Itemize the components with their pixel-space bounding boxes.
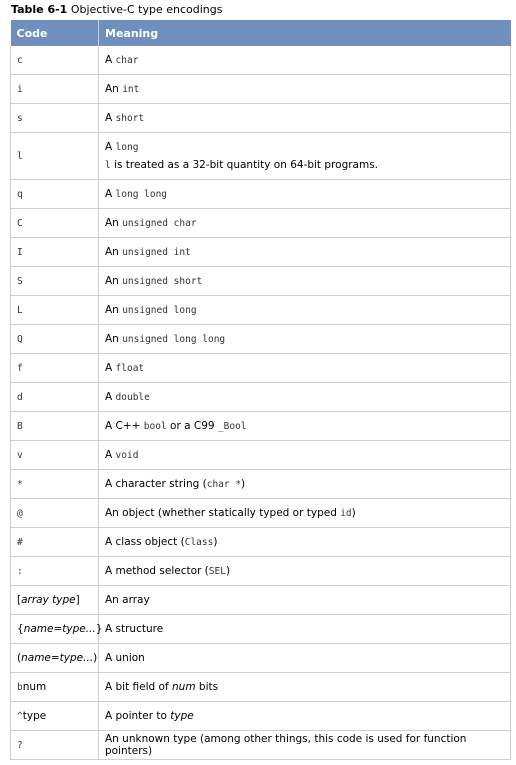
code-text: unsigned char [122,218,197,229]
meaning-text [105,478,504,490]
text-segment: An [105,217,123,229]
table-header-row [11,20,511,46]
text-segment: ) [351,507,356,519]
code-text: unsigned short [122,276,203,287]
code-cell [11,499,99,528]
table-row [11,702,511,731]
meaning-text [105,188,504,200]
code-text: unsigned int [122,247,191,258]
meaning-cell [99,441,511,470]
column-header-code: Code [11,20,99,46]
table-row [11,46,511,75]
encoding-code: C [17,218,23,229]
encoding-code: v [17,450,23,461]
text-segment: A union [105,652,145,664]
text-segment: or a C99 [166,420,218,432]
meaning-cell [99,615,511,644]
meaning-text [105,246,504,258]
code-cell [11,209,99,238]
meaning-text [105,681,504,693]
meaning-text [105,54,504,66]
meaning-cell [99,354,511,383]
code-text: char * [206,479,242,490]
meaning-text [105,449,504,461]
code-cell [11,441,99,470]
text-segment: A [105,188,116,200]
text-segment: A [105,54,116,66]
meaning-text [105,594,504,606]
code-text: long long [115,189,168,200]
encoding-code: @ [17,508,23,519]
text-segment: A [105,141,116,153]
meaning-cell [99,557,511,586]
text-segment: A bit field of [105,681,173,693]
text-segment: A method selector ( [105,565,209,577]
code-cell [11,133,99,180]
meaning-cell [99,75,511,104]
text-segment: num [22,681,47,693]
code-text: double [115,392,150,403]
code-text: long [115,142,139,153]
text-segment: { [17,623,24,635]
text-segment: A [105,391,116,403]
meaning-text [105,507,504,519]
text-segment: An [105,83,123,95]
encoding-code: S [17,276,23,287]
meaning-cell [99,644,511,673]
table-row [11,104,511,133]
meaning-text [105,733,504,757]
meaning-text [105,217,504,229]
meaning-text [105,623,504,635]
code-cell [11,586,99,615]
code-text: ^ [17,711,23,722]
encoding-code: L [17,305,23,316]
table-row [11,557,511,586]
code-cell [11,383,99,412]
code-text: char [115,55,139,66]
meaning-text [105,420,504,432]
code-cell [11,104,99,133]
code-cell [11,702,99,731]
encoding-code: Q [17,334,23,345]
meaning-text [105,333,504,345]
code-text: l [105,160,111,171]
text-segment: ) [93,652,98,664]
encoding-code: f [17,363,23,374]
italic-text: num [172,681,196,693]
code-cell [11,354,99,383]
code-text: unsigned long long [122,334,226,345]
code-text: unsigned long [122,305,197,316]
code-text: short [115,113,145,124]
text-segment: type [22,710,47,722]
italic-text: array type [21,594,76,606]
table-row [11,499,511,528]
encoding-code: : [17,566,23,577]
meaning-text [105,565,504,577]
encoding-code: s [17,113,23,124]
table-row [11,383,511,412]
text-segment: } [95,623,103,635]
table-row [11,441,511,470]
table-row [11,412,511,441]
table-row [11,267,511,296]
table-row [11,673,511,702]
code-text: float [115,363,145,374]
meaning-text [105,141,504,153]
type-encodings-table [10,20,511,760]
text-segment: A [105,449,116,461]
text-segment: [ [17,594,22,606]
meaning-cell [99,267,511,296]
code-cell [11,238,99,267]
text-segment: A [105,362,116,374]
meaning-cell [99,46,511,75]
code-cell [11,673,99,702]
code-text: id [340,508,352,519]
encoding-code: # [17,537,23,548]
meaning-text [105,304,504,316]
table-row [11,528,511,557]
table-row [11,296,511,325]
code-cell [11,644,99,673]
text-segment: An [105,333,123,345]
meaning-text [105,362,504,374]
italic-text: type [170,710,194,722]
table-row [11,586,511,615]
text-segment: ) [225,565,231,577]
meaning-cell [99,383,511,412]
meaning-text [105,112,504,124]
table-row [11,325,511,354]
meaning-text [105,652,504,664]
table-body [11,46,511,760]
text-segment: An [105,304,123,316]
table-row [11,180,511,209]
meaning-cell [99,586,511,615]
text-segment: ] [75,594,80,606]
code-text: bool [143,421,167,432]
code-text: void [115,450,139,461]
text-segment: is treated as a 32-bit quantity on 64-bit programs. [110,159,379,171]
meaning-cell [99,412,511,441]
encoding-code: * [17,479,23,490]
meaning-cell [99,470,511,499]
italic-text: name=type... [21,652,94,664]
text-segment: A C++ [105,420,144,432]
table-row [11,644,511,673]
table-row [11,238,511,267]
meaning-cell [99,702,511,731]
meaning-cell [99,133,511,180]
text-segment: ) [241,478,246,490]
meaning-cell [99,238,511,267]
meaning-cell [99,104,511,133]
code-cell [11,267,99,296]
table-number: Table 6-1 [11,3,68,16]
text-segment: bits [195,681,219,693]
code-cell [11,557,99,586]
text-segment: A pointer to [105,710,171,722]
meaning-cell [99,180,511,209]
table-row [11,470,511,499]
meaning-cell [99,731,511,760]
encoding-code: ? [17,740,23,751]
text-segment: ) [213,536,218,548]
code-cell [11,412,99,441]
meaning-text [105,710,504,722]
text-segment: An object (whether statically typed or typed [105,507,341,519]
code-cell [11,75,99,104]
meaning-cell [99,499,511,528]
meaning-text [105,275,504,287]
meaning-cell [99,296,511,325]
code-cell [11,615,103,644]
text-segment: A character string ( [105,478,207,490]
code-cell [11,470,99,499]
text-segment: An array [105,594,150,606]
table-row [11,209,511,238]
encoding-code: l [17,151,23,162]
table-caption [11,3,222,17]
table-row [11,133,511,180]
table-row [11,354,511,383]
code-cell [11,325,99,354]
meaning-text [105,391,504,403]
code-text: Class [184,537,214,548]
column-header-meaning: Meaning [99,20,511,46]
text-segment: An [105,246,123,258]
text-segment: An unknown type (among other things, this code is used for function pointers) [105,733,467,757]
encoding-code: q [17,189,23,200]
text-segment: A structure [105,623,164,635]
table-row [11,731,511,760]
meaning-cell [99,673,511,702]
table-title: Objective-C type encodings [70,3,223,16]
text-segment: An [105,275,123,287]
meaning-note [105,159,504,171]
code-text: _Bool [217,421,247,432]
meaning-text [105,83,504,95]
meaning-cell [99,325,511,354]
code-cell [11,731,99,760]
table-row [11,75,511,104]
code-cell [11,296,99,325]
encoding-code: i [17,84,23,95]
code-cell [11,528,99,557]
meaning-text [105,536,504,548]
encoding-code: B [17,421,23,432]
code-text: int [122,84,140,95]
italic-text: name=type... [23,623,96,635]
encoding-code: d [17,392,23,403]
code-cell [11,46,99,75]
code-text: b [17,682,23,693]
encoding-code: I [17,247,23,258]
encoding-code: c [17,55,23,66]
table-row [11,615,511,644]
code-text: SEL [208,566,226,577]
text-segment: A [105,112,116,124]
code-cell [11,180,99,209]
meaning-cell [99,209,511,238]
text-segment: A class object ( [105,536,185,548]
meaning-cell [99,528,511,557]
text-segment: ( [17,652,22,664]
